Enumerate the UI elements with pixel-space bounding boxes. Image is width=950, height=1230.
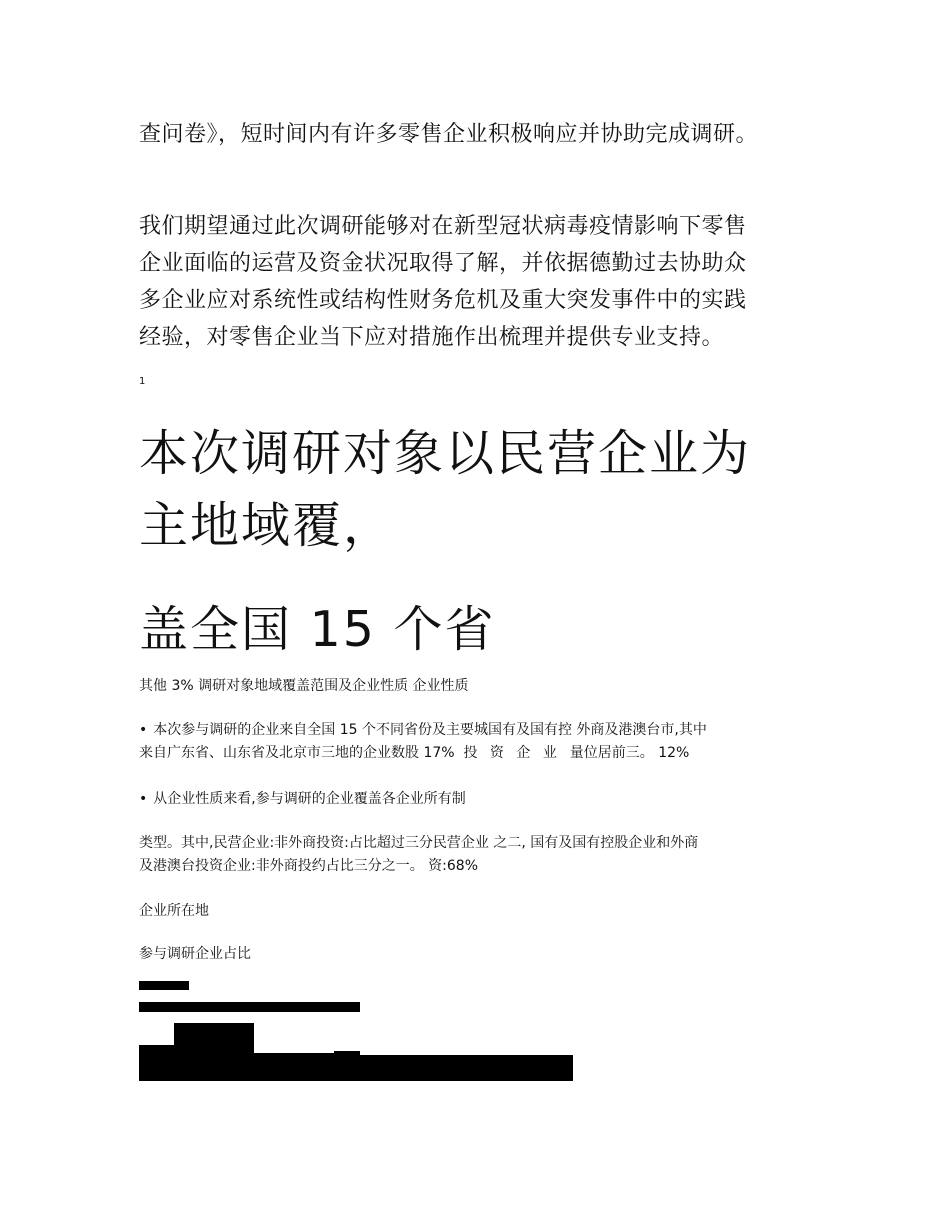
- text-line: 类型。其中,民营企业:非外商投资:占比超过三分民营企业 之二, 国有及国有控股企业和外商: [139, 835, 699, 851]
- ownership-details: [139, 832, 819, 878]
- redacted-bar: [250, 1053, 340, 1081]
- text-line: 企业面临的运营及资金状况取得了解，并依据德勤过去协助众: [139, 251, 747, 276]
- text-segment: 来自广东省、山东省及北京市三地的企业数股 17%: [139, 745, 455, 761]
- section-heading-continued: [139, 594, 859, 666]
- figure-caption: 其他 3% 调研对象地域覆盖范围及企业性质 企业性质: [139, 678, 469, 694]
- redacted-bar: [174, 1023, 254, 1081]
- heading-line: 主地域覆，: [139, 497, 395, 554]
- heading-line: 本次调研对象以民营企业为: [139, 425, 752, 482]
- intro-paragraph-end: [139, 116, 839, 153]
- heading-line: 盖全国 15 个省: [139, 601, 496, 658]
- redacted-bar: [139, 1045, 179, 1081]
- text-line: [139, 719, 819, 742]
- bullet-icon: •: [139, 722, 148, 738]
- footnote-marker: 1: [139, 376, 146, 387]
- bullet-icon: •: [139, 791, 148, 807]
- text-line: 我们期望通过此次调研能够对在新型冠状病毒疫情影响下零售: [139, 214, 747, 239]
- text-line: [139, 742, 819, 765]
- section-heading: [139, 418, 859, 562]
- redacted-strip: [139, 981, 189, 990]
- bullet-regions: [139, 719, 819, 765]
- redacted-strip: [139, 1002, 360, 1012]
- text-segment: 从企业性质来看,参与调研的企业覆盖各企业所有制: [153, 791, 466, 807]
- text-segment: 量位居前三。 12%: [569, 745, 690, 761]
- text-line: 及港澳台投资企业:非外商投约占比三分之一。 资:68%: [139, 858, 478, 874]
- purpose-paragraph: [139, 208, 839, 356]
- text-segment: 投 资 企 业: [463, 745, 561, 761]
- text-segment: 本次参与调研的企业来自全国 15 个不同省份及主要城国有及国有控 外商及港澳台市,其中: [153, 722, 707, 738]
- text-line: 多企业应对系统性或结构性财务危机及重大突发事件中的实践: [139, 288, 747, 313]
- text-line: 查问卷》，短时间内有许多零售企业积极响应并协助完成调研。: [139, 122, 759, 147]
- bullet-ownership: [139, 788, 819, 811]
- text-line: 经验，对零售企业当下应对措施作出梳理并提供专业支持。: [139, 325, 725, 350]
- redacted-bar: [356, 1055, 573, 1081]
- share-label: 参与调研企业占比: [139, 946, 251, 962]
- location-label: 企业所在地: [139, 903, 209, 919]
